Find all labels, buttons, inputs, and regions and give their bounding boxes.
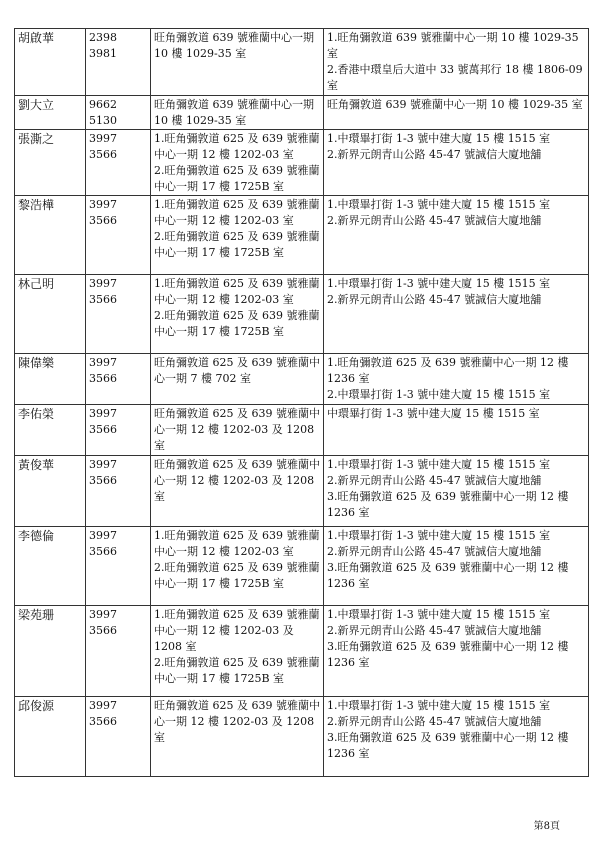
table-row bbox=[15, 29, 589, 96]
office-address-line: 1.旺角彌敦道 625 及 639 號雅蘭中心一期 12 樓 1202-03 室 bbox=[154, 529, 320, 558]
phone-cell: 3997 3566 bbox=[86, 275, 151, 354]
person-name-cell: 黎浩樺 bbox=[15, 196, 86, 275]
other-address-line: 1.中環畢打街 1-3 號中建大廈 15 樓 1515 室 bbox=[327, 529, 551, 542]
other-address-line: 1.旺角彌敦道 639 號雅蘭中心一期 10 樓 1029-35 室 bbox=[327, 31, 579, 60]
person-name-cell: 李佑榮 bbox=[15, 405, 86, 456]
phone-cell: 2398 3981 bbox=[86, 29, 151, 96]
other-address-line: 2.新界元朗青山公路 45-47 號誠信大廈地舖 bbox=[327, 293, 542, 306]
table-row bbox=[15, 275, 589, 354]
phone-cell: 3997 3566 bbox=[86, 697, 151, 777]
office-address-line: 1.旺角彌敦道 625 及 639 號雅蘭中心一期 12 樓 1202-03 室 bbox=[154, 277, 320, 306]
other-address-cell bbox=[324, 405, 589, 456]
office-address-line: 旺角彌敦道 625 及 639 號雅蘭中心一期 7 樓 702 室 bbox=[154, 356, 320, 385]
other-address-line: 旺角彌敦道 639 號雅蘭中心一期 10 樓 1029-35 室 bbox=[327, 98, 583, 111]
other-address-line: 3.旺角彌敦道 625 及 639 號雅蘭中心一期 12 樓 1236 室 bbox=[327, 640, 569, 669]
other-address-cell bbox=[324, 354, 589, 405]
other-address-line: 1.中環畢打街 1-3 號中建大廈 15 樓 1515 室 bbox=[327, 198, 551, 211]
other-address-line: 3.旺角彌敦道 625 及 639 號雅蘭中心一期 12 樓 1236 室 bbox=[327, 731, 569, 760]
other-address-cell bbox=[324, 527, 589, 606]
other-address-line: 2.新界元朗青山公路 45-47 號誠信大廈地舖 bbox=[327, 715, 542, 728]
other-address-line: 1.中環畢打街 1-3 號中建大廈 15 樓 1515 室 bbox=[327, 132, 551, 145]
other-address-line: 1.中環畢打街 1-3 號中建大廈 15 樓 1515 室 bbox=[327, 699, 551, 712]
office-address-cell bbox=[151, 405, 324, 456]
office-address-line: 1.旺角彌敦道 625 及 639 號雅蘭中心一期 12 樓 1202-03 室 bbox=[154, 132, 320, 161]
office-address-cell bbox=[151, 130, 324, 196]
phone-cell: 9662 5130 bbox=[86, 96, 151, 130]
office-address-cell bbox=[151, 196, 324, 275]
person-name-cell: 陳偉樂 bbox=[15, 354, 86, 405]
other-address-cell bbox=[324, 29, 589, 96]
table-row bbox=[15, 354, 589, 405]
office-address-cell bbox=[151, 606, 324, 697]
table-row bbox=[15, 456, 589, 527]
office-address-line: 2.旺角彌敦道 625 及 639 號雅蘭中心一期 17 樓 1725B 室 bbox=[154, 164, 320, 193]
table-row bbox=[15, 697, 589, 777]
office-address-line: 1.旺角彌敦道 625 及 639 號雅蘭中心一期 12 樓 1202-03 室 bbox=[154, 198, 320, 227]
office-address-cell bbox=[151, 354, 324, 405]
person-name-cell: 黃俊華 bbox=[15, 456, 86, 527]
office-address-line: 旺角彌敦道 625 及 639 號雅蘭中心一期 12 樓 1202-03 及 1208 室 bbox=[154, 699, 320, 744]
other-address-cell bbox=[324, 196, 589, 275]
phone-cell: 3997 3566 bbox=[86, 606, 151, 697]
office-address-cell bbox=[151, 275, 324, 354]
phone-cell: 3997 3566 bbox=[86, 196, 151, 275]
office-address-line: 2.旺角彌敦道 625 及 639 號雅蘭中心一期 17 樓 1725B 室 bbox=[154, 656, 320, 685]
person-name-cell: 張澌之 bbox=[15, 130, 86, 196]
other-address-line: 2.新界元朗青山公路 45-47 號誠信大廈地舖 bbox=[327, 148, 542, 161]
other-address-line: 2.新界元朗青山公路 45-47 號誠信大廈地舖 bbox=[327, 474, 542, 487]
office-address-line: 旺角彌敦道 625 及 639 號雅蘭中心一期 12 樓 1202-03 及 1208 室 bbox=[154, 458, 320, 503]
other-address-line: 1.中環畢打街 1-3 號中建大廈 15 樓 1515 室 bbox=[327, 277, 551, 290]
other-address-line: 3.旺角彌敦道 625 及 639 號雅蘭中心一期 12 樓 1236 室 bbox=[327, 490, 569, 519]
office-address-line: 2.旺角彌敦道 625 及 639 號雅蘭中心一期 17 樓 1725B 室 bbox=[154, 561, 320, 590]
other-address-line: 3.旺角彌敦道 625 及 639 號雅蘭中心一期 12 樓 1236 室 bbox=[327, 561, 569, 590]
office-address-line: 2.旺角彌敦道 625 及 639 號雅蘭中心一期 17 樓 1725B 室 bbox=[154, 309, 320, 338]
other-address-cell bbox=[324, 130, 589, 196]
phone-cell: 3997 3566 bbox=[86, 527, 151, 606]
other-address-line: 1.中環畢打街 1-3 號中建大廈 15 樓 1515 室 bbox=[327, 458, 551, 471]
other-address-line: 1.旺角彌敦道 625 及 639 號雅蘭中心一期 12 樓 1236 室 bbox=[327, 356, 569, 385]
person-name-cell: 林己明 bbox=[15, 275, 86, 354]
table-row bbox=[15, 130, 589, 196]
person-name-cell: 劉大立 bbox=[15, 96, 86, 130]
other-address-line: 2.香港中環皇后大道中 33 號萬邦行 18 樓 1806-09 室 bbox=[327, 63, 583, 92]
office-address-cell bbox=[151, 29, 324, 96]
office-address-line: 1.旺角彌敦道 625 及 639 號雅蘭中心一期 12 樓 1202-03 及 1208 室 bbox=[154, 608, 320, 653]
office-address-cell bbox=[151, 527, 324, 606]
phone-cell: 3997 3566 bbox=[86, 405, 151, 456]
table-row bbox=[15, 527, 589, 606]
other-address-line: 2.新界元朗青山公路 45-47 號誠信大廈地舖 bbox=[327, 214, 542, 227]
other-address-line: 1.中環畢打街 1-3 號中建大廈 15 樓 1515 室 bbox=[327, 608, 551, 621]
office-address-cell bbox=[151, 697, 324, 777]
office-address-cell bbox=[151, 96, 324, 130]
person-name-cell: 胡啟華 bbox=[15, 29, 86, 96]
table-body bbox=[15, 29, 589, 777]
page-number: 第8頁 bbox=[533, 821, 560, 832]
other-address-cell bbox=[324, 275, 589, 354]
phone-cell: 3997 3566 bbox=[86, 354, 151, 405]
other-address-line: 中環畢打街 1-3 號中建大廈 15 樓 1515 室 bbox=[327, 407, 540, 420]
table-row bbox=[15, 405, 589, 456]
other-address-cell bbox=[324, 697, 589, 777]
other-address-cell bbox=[324, 456, 589, 527]
office-address-line: 旺角彌敦道 625 及 639 號雅蘭中心一期 12 樓 1202-03 及 1208 室 bbox=[154, 407, 320, 452]
office-address-line: 旺角彌敦道 639 號雅蘭中心一期 10 樓 1029-35 室 bbox=[154, 31, 314, 60]
table-row bbox=[15, 196, 589, 275]
address-table bbox=[14, 28, 589, 777]
phone-cell: 3997 3566 bbox=[86, 130, 151, 196]
table-row bbox=[15, 96, 589, 130]
person-name-cell: 梁苑珊 bbox=[15, 606, 86, 697]
person-name-cell: 李德倫 bbox=[15, 527, 86, 606]
office-address-line: 2.旺角彌敦道 625 及 639 號雅蘭中心一期 17 樓 1725B 室 bbox=[154, 230, 320, 259]
other-address-line: 2.中環畢打街 1-3 號中建大廈 15 樓 1515 室 bbox=[327, 388, 551, 401]
other-address-cell bbox=[324, 96, 589, 130]
other-address-line: 2.新界元朗青山公路 45-47 號誠信大廈地舖 bbox=[327, 624, 542, 637]
other-address-line: 2.新界元朗青山公路 45-47 號誠信大廈地舖 bbox=[327, 545, 542, 558]
office-address-cell bbox=[151, 456, 324, 527]
phone-cell: 3997 3566 bbox=[86, 456, 151, 527]
office-address-line: 旺角彌敦道 639 號雅蘭中心一期 10 樓 1029-35 室 bbox=[154, 98, 314, 127]
person-name-cell: 邱俊源 bbox=[15, 697, 86, 777]
other-address-cell bbox=[324, 606, 589, 697]
table-row bbox=[15, 606, 589, 697]
